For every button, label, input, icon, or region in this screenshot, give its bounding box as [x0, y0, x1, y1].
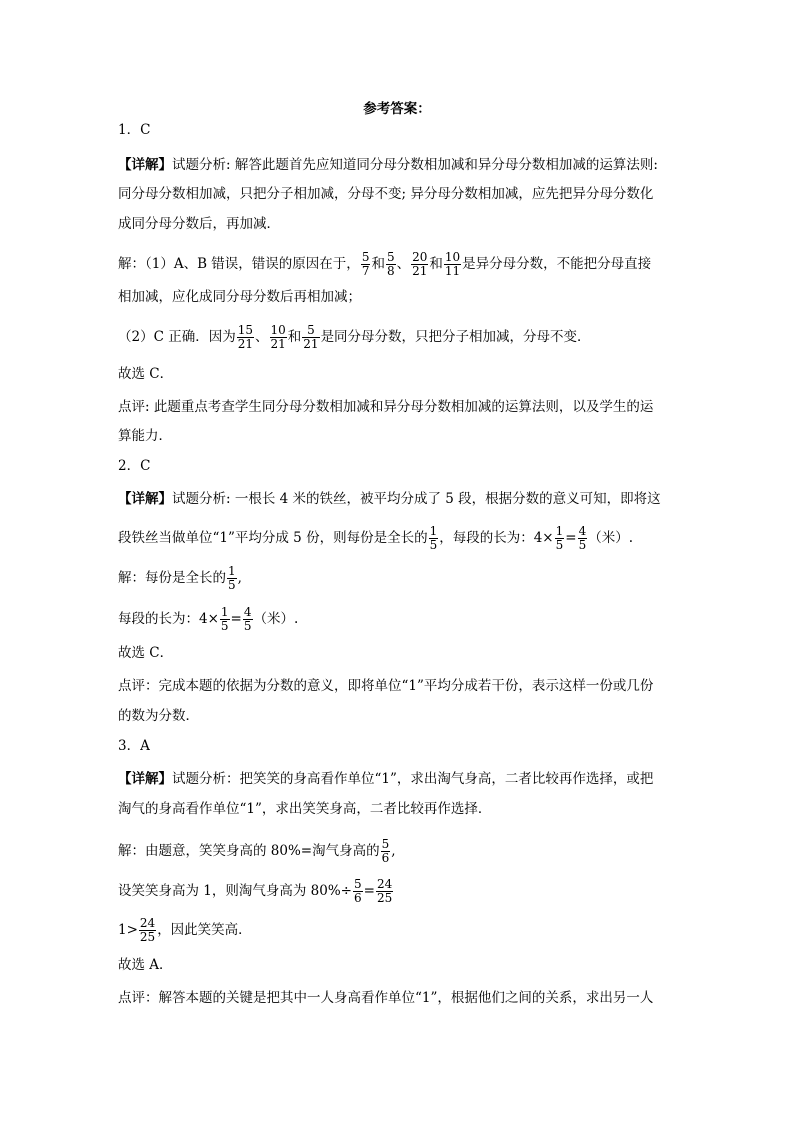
fraction: $\frac{5}{6}$ [381, 837, 390, 865]
fraction: $\frac{24}{25}$ [139, 916, 156, 944]
fraction: $\frac{5}{8}$ [386, 250, 395, 278]
q3-solution-line: 解：由题意，笑笑身高的 80%=淘气身高的 $\frac{5}{6}$ , [118, 837, 396, 865]
fraction: $\frac{5}{7}$ [361, 250, 370, 278]
fraction: $\frac{5}{6}$ [354, 877, 362, 905]
q3-detail-line: 淘气的身高看作单位“1”，求出笑笑身高，二者比较再作选择． [118, 801, 492, 817]
q1-solution-line: （2）C 正确．因为 $\frac{15}{21}$ 、 $\frac{10}{21}$ 和 $\frac{5}{21}$ 是同分母分数，只把分子相加减，分母不变． [118, 323, 591, 351]
page-title: 参考答案： [363, 101, 431, 117]
q2-solution-line: 每段的长为：4× $\frac{1}{5}$ = $\frac{4}{5}$ （米）. [118, 605, 299, 633]
q1-detail-line: 【详解】试题分析: 解答此题首先应知道同分母分数相加减和异分母分数相加减的运算法则: [118, 157, 658, 173]
q1-answer-line: 故选 C． [118, 366, 174, 382]
q2-detail-line: 段铁丝当做单位“1”平均分成 5 份，则每份是全长的 $\frac{1}{5}$ ，每段的长为：4× $\frac{1}{5}$ = $\frac{4}{5}$ （米）. [118, 524, 634, 552]
q3-comment-line: 点评：解答本题的关键是把其中一人身高看作单位“1”，根据他们之间的关系，求出另一人 [118, 990, 654, 1006]
fraction: $\frac{4}{5}$ [243, 605, 252, 633]
q3-answer-line: 故选 A． [118, 957, 173, 973]
q1-solution-line: 相加减，应化成同分母分数后再相加减； [118, 289, 361, 305]
q3-detail-line: 【详解】试题分析：把笑笑的身高看作单位“1”，求出淘气身高，二者比较再作选择，或把 [118, 771, 654, 787]
fraction: $\frac{15}{21}$ [237, 323, 253, 351]
fraction: $\frac{10}{11}$ [444, 250, 461, 278]
q1-detail-line: 成同分母分数后，再加减． [118, 216, 280, 232]
q1-comment-line: 算能力． [118, 428, 172, 444]
q3-solution-line: 1> $\frac{24}{25}$ ，因此笑笑高． [118, 916, 252, 944]
detail-tag: 【详解】 [118, 491, 172, 507]
q3-number: 3．A [118, 738, 150, 754]
detail-tag: 【详解】 [118, 157, 172, 173]
detail-tag: 【详解】 [118, 771, 172, 787]
fraction: $\frac{1}{5}$ [555, 524, 564, 552]
q2-number: 2．C [118, 458, 151, 474]
q2-solution-line: 解：每份是全长的 $\frac{1}{5}$ , [118, 564, 242, 592]
fraction: $\frac{1}{5}$ [220, 605, 229, 633]
fraction: $\frac{20}{21}$ [412, 250, 428, 278]
fraction: $\frac{24}{25}$ [376, 877, 393, 905]
q2-comment-line: 点评：完成本题的依据为分数的意义，即将单位“1”平均分成若干份，表示这样一份或几份 [118, 678, 654, 694]
q2-answer-line: 故选 C． [118, 645, 174, 661]
q1-number: 1．C [118, 122, 151, 138]
q1-solution-line: 解：（1）A、B 错误，错误的原因在于， $\frac{5}{7}$ 和 $\frac{5}{8}$ 、 $\frac{20}{21}$ 和 $\frac{10}{11}$ 是异分母分数，不能把分母直接 [118, 250, 652, 278]
fraction: $\frac{1}{5}$ [429, 524, 438, 552]
fraction: $\frac{4}{5}$ [578, 524, 587, 552]
fraction: $\frac{5}{21}$ [303, 323, 319, 351]
fraction: $\frac{10}{21}$ [270, 323, 286, 351]
fraction: $\frac{1}{5}$ [228, 564, 236, 592]
q3-solution-line: 设笑笑身高为 1，则淘气身高为 80%÷ $\frac{5}{6}$ = $\frac{24}{25}$ [118, 877, 393, 905]
q1-detail-line: 同分母分数相加减，只把分子相加减，分母不变; 异分母分数相加减，应先把异分母分数化 [118, 186, 654, 202]
q1-comment-line: 点评: 此题重点考查学生同分母分数相加减和异分母分数相加减的运算法则，以及学生的运 [118, 399, 654, 415]
q2-detail-line: 【详解】试题分析: 一根长 4 米的铁丝，被平均分成了 5 段，根据分数的意义可知，即将这 [118, 491, 661, 507]
q2-comment-line: 的数为分数． [118, 708, 199, 724]
